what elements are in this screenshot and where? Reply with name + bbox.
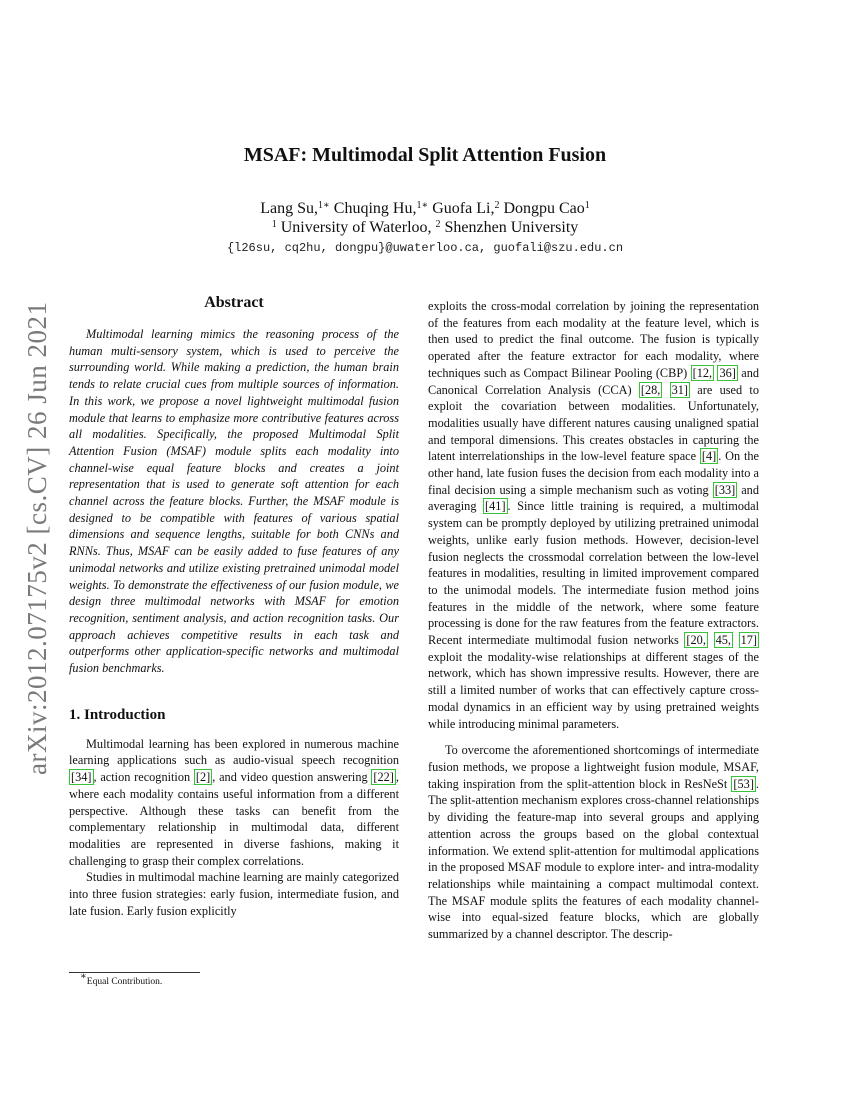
citation-link[interactable]: [22] (373, 770, 394, 785)
author-affil-mark: 1 (584, 200, 590, 211)
intro-paragraph-2: Studies in multimodal machine learning are mainly categorized into three fusion strategies: early fusion, intermediate fusion, and late fusion. Early fusion explicitly (69, 870, 399, 918)
citation-link[interactable]: [12, (692, 365, 713, 380)
author-affil-mark: 1∗ (416, 200, 429, 211)
citation-link[interactable]: [20, (686, 633, 706, 648)
citation-link[interactable]: [53] (733, 776, 754, 791)
author-name: Dongpu Cao (499, 200, 585, 217)
text-run: . The split-attention mechanism explores cross-channel relationships by dividing the feature-map into several groups and applying attention across the groups based on the global contextual information. We extend split-attention for multimodal applications in the proposed MSAF module to explore inter- and intra-modality relationships while maintaining a compact multimodal context. The MSAF module splits the features of each modality channel-wise into equal-sized feature blocks, which are globally summarized by a channel descriptor. The descrip- (428, 776, 759, 942)
citation-link[interactable]: [28, (640, 382, 661, 397)
author-emails[interactable]: {l26su, cq2hu, dongpu}@uwaterloo.ca, guofali@szu.edu.cn (226, 241, 624, 255)
text-run: and Canonical Correlation Analysis (CCA) (428, 365, 759, 397)
affil-mark: 1 (271, 219, 277, 230)
citation-link[interactable]: [41] (485, 499, 506, 514)
footnote-divider (69, 972, 200, 973)
intro-paragraph-1 (69, 736, 399, 870)
text-run: exploit the modality-wise relationships at different stages of the network, which has shown impressive results. However, there are still a limited number of works that can effectively capture cross-modal dynamics in an efficient way by using pretrained weights while introducing minimal parameters. (428, 649, 759, 731)
citation-link[interactable]: [4] (701, 449, 717, 464)
section-heading-introduction: 1. Introduction (69, 706, 166, 723)
text-run: and averaging (428, 482, 759, 514)
footnote (80, 971, 163, 987)
text-run: . Since little training is required, a multimodal system can be promptly deployed by utilizing pretrained unimodal weights, unlike early fusion methods. However, decision-level fusion neglects the crossmodal correlation between the low-level features in modalities, resulting in limited improvement compared to the unimodal models. The intermediate fusion method joins features in the middle of the network, where some feature processing is done for the raw features from the feature extractors. Recent intermediate multimodal fusion networks (428, 499, 759, 648)
text-run: exploits the cross-modal correlation by joining the representation of the features from each modality at the feature level, which is then used to predict the final outcome. The fusion is typically operated after the feature extractor for each modality, where techniques such as Compact Bilinear Pooling (CBP) (428, 299, 759, 380)
left-column (69, 294, 399, 920)
abstract-heading: Abstract (204, 294, 264, 311)
text-run: are used to exploit the covariation between modalities. Unfortunately, modalities usually have different natures causing unaligned spatial and temporal dimensions. This creates obstacles in capturing the latent interrelationships in the low-level feature space (428, 382, 759, 464)
text-run: To overcome the aforementioned shortcomings of intermediate fusion methods, we propose a lightweight fusion module, MSAF, taking inspiration from the split-attention block in ResNeSt (428, 743, 759, 791)
right-column (428, 298, 759, 943)
citation-link[interactable]: 31] (671, 382, 689, 397)
text-run: , action recognition (93, 770, 194, 785)
citation-link[interactable]: [33] (714, 482, 736, 497)
author-list (0, 200, 850, 218)
intro-paragraph-4 (428, 742, 759, 942)
author-affil-mark: 1∗ (317, 200, 330, 211)
affiliations (0, 219, 850, 237)
footnote-text: Equal Contribution. (86, 977, 163, 987)
author-name: Guofa Li, (428, 200, 495, 217)
text-run: . On the other hand, late fusion fuses the decision from each modality into a final decision using a simple mechanism such as voting (428, 449, 759, 497)
text-run: , and video question answering (212, 770, 372, 785)
footnote-mark: ∗ (80, 971, 87, 982)
citation-link[interactable]: 45, (715, 633, 731, 648)
paper-title: MSAF: Multimodal Split Attention Fusion (243, 144, 607, 166)
text-run: Multimodal learning has been explored in numerous machine learning applications such as audio-visual speech recognition (69, 736, 399, 768)
citation-link[interactable]: 17] (740, 633, 758, 648)
citation-link[interactable]: [34] (71, 770, 92, 785)
arxiv-identifier-stamp[interactable]: arXiv:2012.07175v2 [cs.CV] 26 Jun 2021 (22, 301, 52, 775)
text-run: , where each modality contains useful information from a different perspective. Although these tasks can benefit from the complementary relationship in multimodal data, different modalities are represented in diverse fashions, making it challenging to grasp their complex correlations. (69, 770, 399, 868)
citation-link[interactable]: [2] (195, 770, 211, 785)
affiliation: University of Waterloo, (276, 219, 436, 236)
citation-link[interactable]: 36] (719, 365, 736, 380)
author-affil-mark: 2 (494, 200, 500, 211)
affil-mark: 2 (435, 219, 441, 230)
intro-paragraph-3 (428, 298, 759, 732)
author-name: Lang Su, (260, 200, 318, 217)
abstract-text: Multimodal learning mimics the reasoning process of the human multi-sensory system, which is used to perceive the surrounding world. While making a prediction, the human brain tends to relate crucial cues from multiple sources of information. In this work, we propose a novel lightweight multimodal fusion module that learns to emphasize more contributive features across all modalities. Specifically, the proposed Multimodal Split Attention Fusion (MSAF) module splits each modality into channel-wise equal feature blocks and creates a joint representation that is used to generate soft attention for each channel across the feature blocks. Further, the MSAF module is designed to be compatible with features of various spatial dimensions and sequence lengths, suitable for both CNNs and RNNs. Thus, MSAF can be easily added to fuse features of any unimodal networks and utilize existing pretrained unimodal model weights. To demonstrate the effectiveness of our fusion module, we design three multimodal networks with MSAF for emotion recognition, sentiment analysis, and action recognition tasks. Our approach achieves competitive results in each task and outperforms other application-specific networks and multimodal fusion benchmarks. (69, 327, 399, 676)
affiliation: Shenzhen University (440, 219, 579, 236)
author-name: Chuqing Hu, (329, 200, 417, 217)
